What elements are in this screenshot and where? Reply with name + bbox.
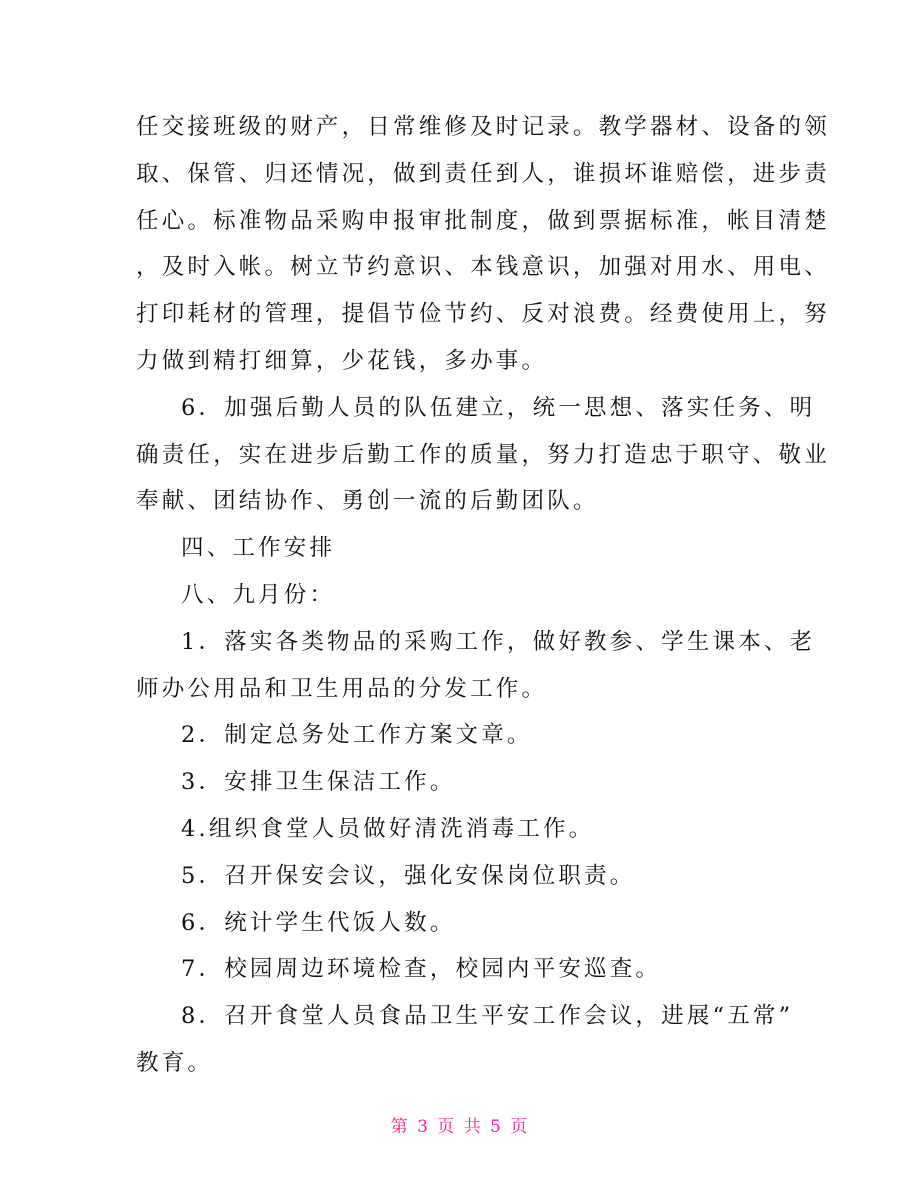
text-line: 7．校园周边环境检查，校园内平安巡查。	[181, 956, 662, 983]
page-number-label: 第 3 页 共 5 页	[390, 1117, 530, 1137]
document-body	[136, 104, 830, 1087]
text-line: 四、工作安排	[181, 535, 336, 562]
text-line: 1．落实各类物品的采购工作，做好教参、学生课本、老	[181, 628, 816, 655]
text-line: 5．召开保安会议，强化安保岗位职责。	[181, 862, 636, 889]
text-line: 力做到精打细算，少花钱，多办事。	[136, 347, 548, 374]
text-line: 师办公用品和卫生用品的分发工作。	[136, 675, 548, 702]
text-line: 八、九月份：	[181, 581, 336, 608]
text-line: ，及时入帐。树立节约意识、本钱意识，加强对用水、用电、	[136, 254, 830, 281]
text-line: 2．制定总务处工作方案文章。	[181, 722, 533, 749]
text-line: 8．召开食堂人员食品卫生平安工作会议，进展“五常”	[181, 1003, 794, 1030]
text-line: 取、保管、归还情况，做到责任到人，谁损坏谁赔偿，进步责	[136, 160, 830, 187]
text-line: 6．统计学生代饭人数。	[181, 909, 456, 936]
text-line: 教育。	[136, 1049, 214, 1076]
text-line: 3．安排卫生保洁工作。	[181, 769, 456, 796]
text-line: 奉献、团结协作、勇创一流的后勤团队。	[136, 488, 599, 515]
text-line: 任交接班级的财产，日常维修及时记录。教学器材、设备的领	[136, 114, 830, 140]
page-footer	[0, 1112, 920, 1137]
text-line: 任心。标准物品采购申报审批制度，做到票据标准，帐目清楚	[136, 207, 830, 234]
text-line: 4.组织食堂人员做好清洗消毒工作。	[181, 815, 595, 842]
text-line: 6．加强后勤人员的队伍建立，统一思想、落实任务、明	[181, 394, 816, 421]
text-line: 打印耗材的管理，提倡节俭节约、反对浪费。经费使用上，努	[136, 301, 830, 328]
text-line: 确责任，实在进步后勤工作的质量，努力打造忠于职守、敬业	[136, 441, 830, 468]
